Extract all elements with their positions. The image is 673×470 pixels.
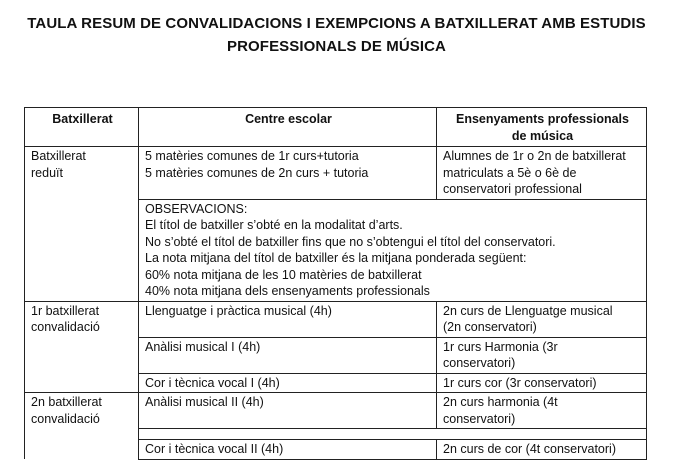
- observacions-line-6: 40% nota mitjana dels ensenyaments professionals: [145, 284, 430, 298]
- table-row-observacions: [25, 199, 647, 301]
- segon-ens-2-text: 2n curs de cor (4t conservatori): [443, 442, 616, 456]
- document-title: [0, 12, 673, 58]
- title-line-2: PROFESSIONALS DE MÚSICA: [227, 38, 446, 55]
- table-row-separator: [25, 429, 647, 440]
- primer-centre-3-text: Cor i tècnica vocal I (4h): [145, 375, 280, 390]
- observacions-line-3: No s’obté el títol de batxiller fins que no s’obtengui el títol del conservatori.: [145, 234, 556, 249]
- segon-centre-1-text: Anàlisi musical II (4h): [145, 395, 264, 409]
- cell-primer-ens-3: [437, 373, 647, 393]
- primer-ens-1-line-1: 2n curs de Llenguatge musical: [443, 303, 613, 318]
- cell-observacions-spacer: [25, 199, 139, 301]
- cell-segon-label-continuation-2: [25, 440, 139, 460]
- observacions-line-5: 60% nota mitjana de les 10 matèries de batxillerat: [145, 267, 422, 282]
- cell-primer-centre-1: [139, 301, 437, 337]
- header-centre-escolar: [139, 108, 437, 147]
- cell-observacions: [139, 199, 647, 301]
- header-centre-escolar-label: Centre escolar: [245, 112, 332, 126]
- cell-reduit-label: [25, 147, 139, 200]
- table-row-reduit: [25, 147, 647, 200]
- primer-ens-2-line-2: conservatori): [443, 356, 516, 370]
- cell-separator: [139, 429, 647, 440]
- primer-centre-2-text: Anàlisi musical I (4h): [145, 339, 261, 354]
- primer-ens-1-line-2: (2n conservatori): [443, 320, 537, 334]
- table-row: [25, 393, 647, 429]
- reduit-centre-line-2: 5 matèries comunes de 2n curs + tutoria: [145, 165, 369, 180]
- reduit-centre-line-1: 5 matèries comunes de 1r curs+tutoria: [145, 149, 359, 163]
- observacions-line-1: OBSERVACIONS:: [145, 201, 248, 216]
- cell-primer-ens-1: [437, 301, 647, 337]
- primer-label-line-1: 1r batxillerat: [31, 303, 100, 318]
- cell-segon-label-continuation: [25, 429, 139, 440]
- table-header-row: [25, 108, 647, 147]
- cell-primer-label: [25, 301, 139, 393]
- primer-ens-3-text: 1r curs cor (3r conservatori): [443, 375, 597, 390]
- cell-segon-label: [25, 393, 139, 429]
- cell-primer-centre-2: [139, 337, 437, 373]
- cell-segon-centre-1: [139, 393, 437, 429]
- primer-centre-1-text: Llenguatge i pràctica musical (4h): [145, 303, 332, 318]
- cell-segon-centre-2: [139, 440, 437, 460]
- cell-reduit-ensenyaments: [437, 147, 647, 200]
- segon-centre-2-text: Cor i tècnica vocal II (4h): [145, 442, 284, 456]
- header-ensenyaments-line-2: de música: [511, 128, 574, 143]
- cell-primer-centre-3: [139, 373, 437, 393]
- reduit-ens-line-1: Alumnes de 1r o 2n de batxillerat: [443, 149, 626, 163]
- reduit-ens-line-2: matriculats a 5è o 6è de: [443, 165, 577, 180]
- primer-label-line-2: convalidació: [31, 320, 100, 334]
- table-row: [25, 440, 647, 460]
- header-ensenyaments-line-1: Ensenyaments professionals: [456, 112, 629, 126]
- segon-ens-1-line-2: conservatori): [443, 411, 516, 426]
- reduit-ens-line-3: conservatori professional: [443, 182, 582, 196]
- primer-ens-2-line-1: 1r curs Harmonia (3r: [443, 339, 558, 354]
- cell-segon-ens-2: [437, 440, 647, 460]
- segon-ens-1-line-1: 2n curs harmonia (4t: [443, 395, 558, 409]
- observacions-line-2: El títol de batxiller s’obté en la modalitat d’arts.: [145, 218, 403, 232]
- segon-label-line-2: convalidació: [31, 411, 100, 426]
- segon-label-line-1: 2n batxillerat: [31, 395, 102, 409]
- cell-segon-ens-1: [437, 393, 647, 429]
- table-row: [25, 301, 647, 337]
- header-ensenyaments: [437, 108, 647, 147]
- cell-reduit-centre: [139, 147, 437, 200]
- reduit-label-line-1: Batxillerat: [31, 149, 86, 163]
- cell-primer-ens-2: [437, 337, 647, 373]
- header-batxillerat-label: Batxillerat: [52, 112, 113, 126]
- header-batxillerat: [25, 108, 139, 147]
- title-line-1: TAULA RESUM DE CONVALIDACIONS I EXEMPCIONS A BATXILLERAT AMB ESTUDIS: [27, 15, 646, 32]
- reduit-label-line-2: reduït: [31, 165, 63, 180]
- observacions-line-4: La nota mitjana del títol de batxiller és la mitjana ponderada següent:: [145, 251, 527, 265]
- summary-table: [24, 107, 647, 460]
